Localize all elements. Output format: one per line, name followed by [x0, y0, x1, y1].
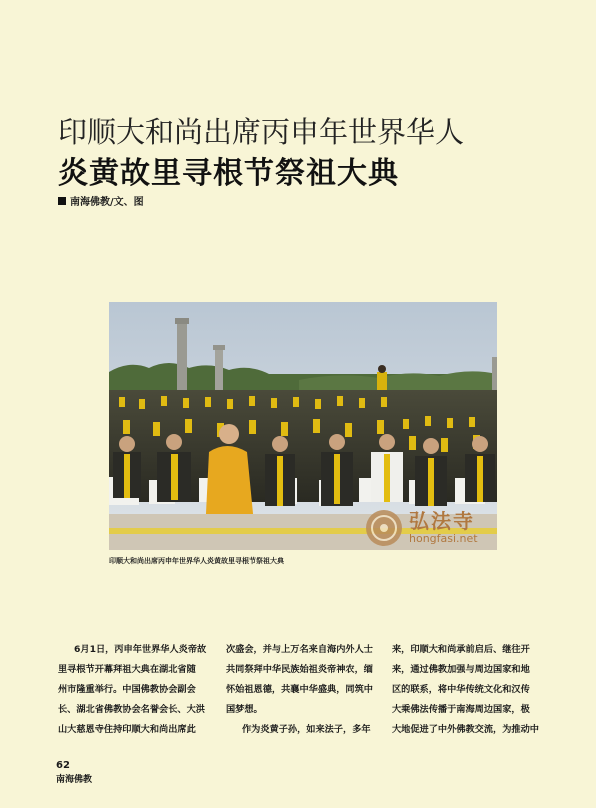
body-line: 长、湖北省佛教协会名誉会长、大洪 [58, 704, 205, 715]
body-column-2 [226, 640, 378, 740]
photo-caption: 印顺大和尚出席丙申年世界华人炎黄故里寻根节祭祖大典 [109, 557, 284, 565]
article-title-line1: 印顺大和尚出席丙申年世界华人 [58, 115, 465, 149]
watermark-text: 弘法寺 [409, 509, 475, 533]
body-line: 大地促进了中外佛教交流，为推动中 [392, 724, 539, 735]
body-line: 怀始祖恩德，共襄中华盛典，同筑中 [226, 684, 373, 695]
body-line: 区的联系，将中华传统文化和汉传 [392, 684, 530, 695]
body-line: 来，印顺大和尚承前启后、继往开 [392, 644, 530, 655]
watermark-url: hongfasi.net [409, 532, 478, 545]
body-line: 作为炎黄子孙，如来法子，多年 [242, 724, 371, 735]
page-number: 62 [56, 760, 70, 771]
body-line: 来，通过佛教加强与周边国家和地 [392, 664, 530, 675]
article-photo [109, 302, 497, 550]
body-column-3 [392, 640, 544, 740]
body-column-1 [58, 640, 210, 740]
body-line: 6月1日，丙申年世界华人炎帝故 [74, 644, 207, 655]
body-line: 次盛会，并与上万名来自海内外人士 [226, 644, 373, 655]
body-line: 州市隆重举行。中国佛教协会副会 [58, 684, 196, 695]
square-bullet-icon [58, 197, 66, 205]
body-line: 山大慈恩寺住持印顺大和尚出席此 [58, 724, 196, 735]
magazine-name: 南海佛教 [56, 775, 93, 785]
body-line: 共同祭拜中华民族始祖炎帝神农，缅 [226, 664, 373, 675]
byline [58, 193, 144, 208]
body-line: 国梦想。 [226, 704, 263, 715]
article-title-line2: 炎黄故里寻根节祭祖大典 [58, 156, 399, 191]
body-line: 里寻根节开幕拜祖大典在湖北省随 [58, 664, 196, 675]
byline-text: 南海佛教/文、图 [70, 197, 144, 208]
body-line: 大乘佛法传播于南海周边国家，极 [392, 704, 530, 715]
